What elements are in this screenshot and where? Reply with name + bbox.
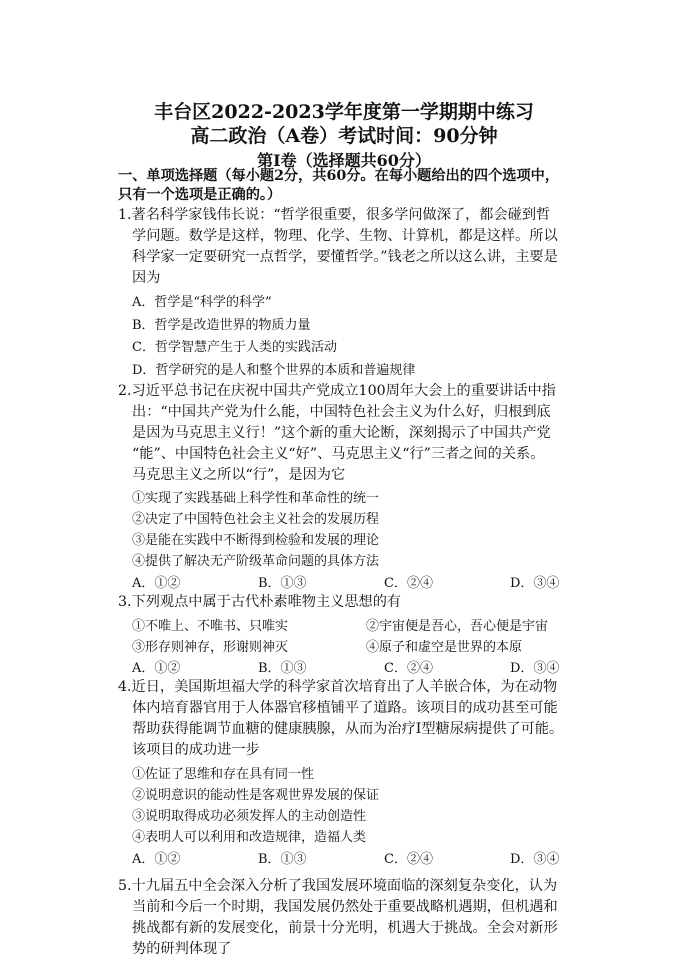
q2-stem-line: 出：“中国共产党为什么能，中国特色社会主义为什么好，归根到底 — [132, 404, 551, 420]
q4-answer-b: B．①③ — [258, 852, 307, 867]
q4-stem-line: 体内培育器官用于人体器官移植铺平了道路。该项目的成功甚至可能 — [132, 700, 558, 716]
q2-item-1: ①实现了实践基础上科学性和革命性的统一 — [132, 491, 380, 506]
q1-option-a: A．哲学是“科学的科学” — [132, 295, 272, 310]
q5-stem-line: 势的研判体现了 — [132, 941, 232, 957]
q2-stem-line: “能”、中国特色社会主义“好”、马克思主义“行”三者之间的关系。 — [132, 446, 545, 462]
q3-item-1: ①不唯上、不唯书、只唯实 — [132, 619, 289, 634]
q2-item-3: ③是能在实践中不断得到检验和发展的理论 — [132, 533, 380, 548]
q3-item-2: ②宇宙便是吾心，吾心便是宇宙 — [366, 619, 549, 634]
q2-answer-a: A．①② — [132, 576, 181, 591]
q5-stem-line: 挑战都有新的发展变化，前景十分光明，机遇大于挑战。全会对新形 — [132, 920, 558, 936]
q2-item-2: ②决定了中国特色社会主义社会的发展历程 — [132, 512, 380, 527]
exam-subtitle: 高二政治（A卷）考试时间：90分钟 — [190, 125, 498, 147]
q4-answer-a: A．①② — [132, 852, 181, 867]
q2-answer-b: B．①③ — [258, 576, 307, 591]
q3-answer-a: A．①② — [132, 661, 181, 676]
q1-stem-line: 因为 — [132, 270, 161, 286]
q3-item-3: ③形存则神存，形谢则神灭 — [132, 640, 289, 655]
q5-stem-line: 当前和今后一个时期，我国发展仍然处于重要战略机遇期，但机遇和 — [132, 899, 558, 915]
q4-item-1: ①佐证了思维和存在具有同一性 — [132, 767, 315, 782]
q4-item-2: ②说明意识的能动性是客观世界发展的保证 — [132, 788, 380, 803]
exam-title: 丰台区2022-2023学年度第一学期期中练习 — [154, 101, 534, 123]
q3-item-4: ④原子和虚空是世界的本原 — [366, 640, 523, 655]
q1-option-d: D．哲学研究的是人和整个世界的本质和普遍规律 — [132, 363, 416, 378]
q4-item-3: ③说明取得成功必须发挥人的主动创造性 — [132, 809, 367, 824]
q2-item-4: ④提供了解决无产阶级革命问题的具体方法 — [132, 554, 380, 569]
q4-answer-c: C．②④ — [384, 852, 433, 867]
q4-answer-d: D．③④ — [510, 852, 560, 867]
q2-stem-line: 是因为马克思主义行！”这个新的重大论断，深刻揭示了中国共产党 — [132, 425, 551, 441]
section-instruction-line-2: 只有一个选项是正确的。） — [118, 187, 282, 203]
q2-stem-line: 马克思主义之所以“行”，是因为它 — [132, 467, 346, 483]
q1-stem-line: 1.著名科学家钱伟长说：“哲学很重要，很多学问做深了，都会碰到哲 — [118, 207, 551, 223]
q1-stem-line: 科学家一定要研究一点哲学，要懂哲学。”钱老之所以这么讲，主要是 — [132, 249, 558, 265]
q3-answer-b: B．①③ — [258, 661, 307, 676]
q1-stem-line: 学问题。数学是这样，物理、化学、生物、计算机，都是这样。所以 — [132, 228, 558, 244]
q2-stem-line: 2.习近平总书记在庆祝中国共产党成立100周年大会上的重要讲话中指 — [118, 383, 556, 399]
section-instruction-line-1: 一、单项选择题（每小题2分，共60分。在每小题给出的四个选项中， — [118, 168, 560, 184]
q4-stem-line: 4.近日，美国斯坦福大学的科学家首次培育出了人羊嵌合体，为在动物 — [118, 679, 558, 695]
q3-stem-line: 3.下列观点中属于古代朴素唯物主义思想的有 — [118, 594, 402, 610]
part-heading: 第Ⅰ卷（选择题共60分） — [257, 151, 431, 170]
q2-answer-c: C．②④ — [384, 576, 433, 591]
q4-stem-line: 该项目的成功进一步 — [132, 742, 260, 758]
q1-option-b: B．哲学是改造世界的物质力量 — [132, 318, 311, 333]
q2-answer-d: D．③④ — [510, 576, 560, 591]
q5-stem-line: 5.十九届五中全会深入分析了我国发展环境面临的深刻复杂变化，认为 — [118, 878, 558, 894]
q4-stem-line: 帮助获得能调节血糖的健康胰腺，从而为治疗Ⅰ型糖尿病提供了可能。 — [132, 721, 564, 737]
q1-option-c: C．哲学智慧产生于人类的实践活动 — [132, 340, 337, 355]
q4-item-4: ④表明人可以利用和改造规律，造福人类 — [132, 830, 367, 845]
q3-answer-c: C．②④ — [384, 661, 433, 676]
q3-answer-d: D．③④ — [510, 661, 560, 676]
